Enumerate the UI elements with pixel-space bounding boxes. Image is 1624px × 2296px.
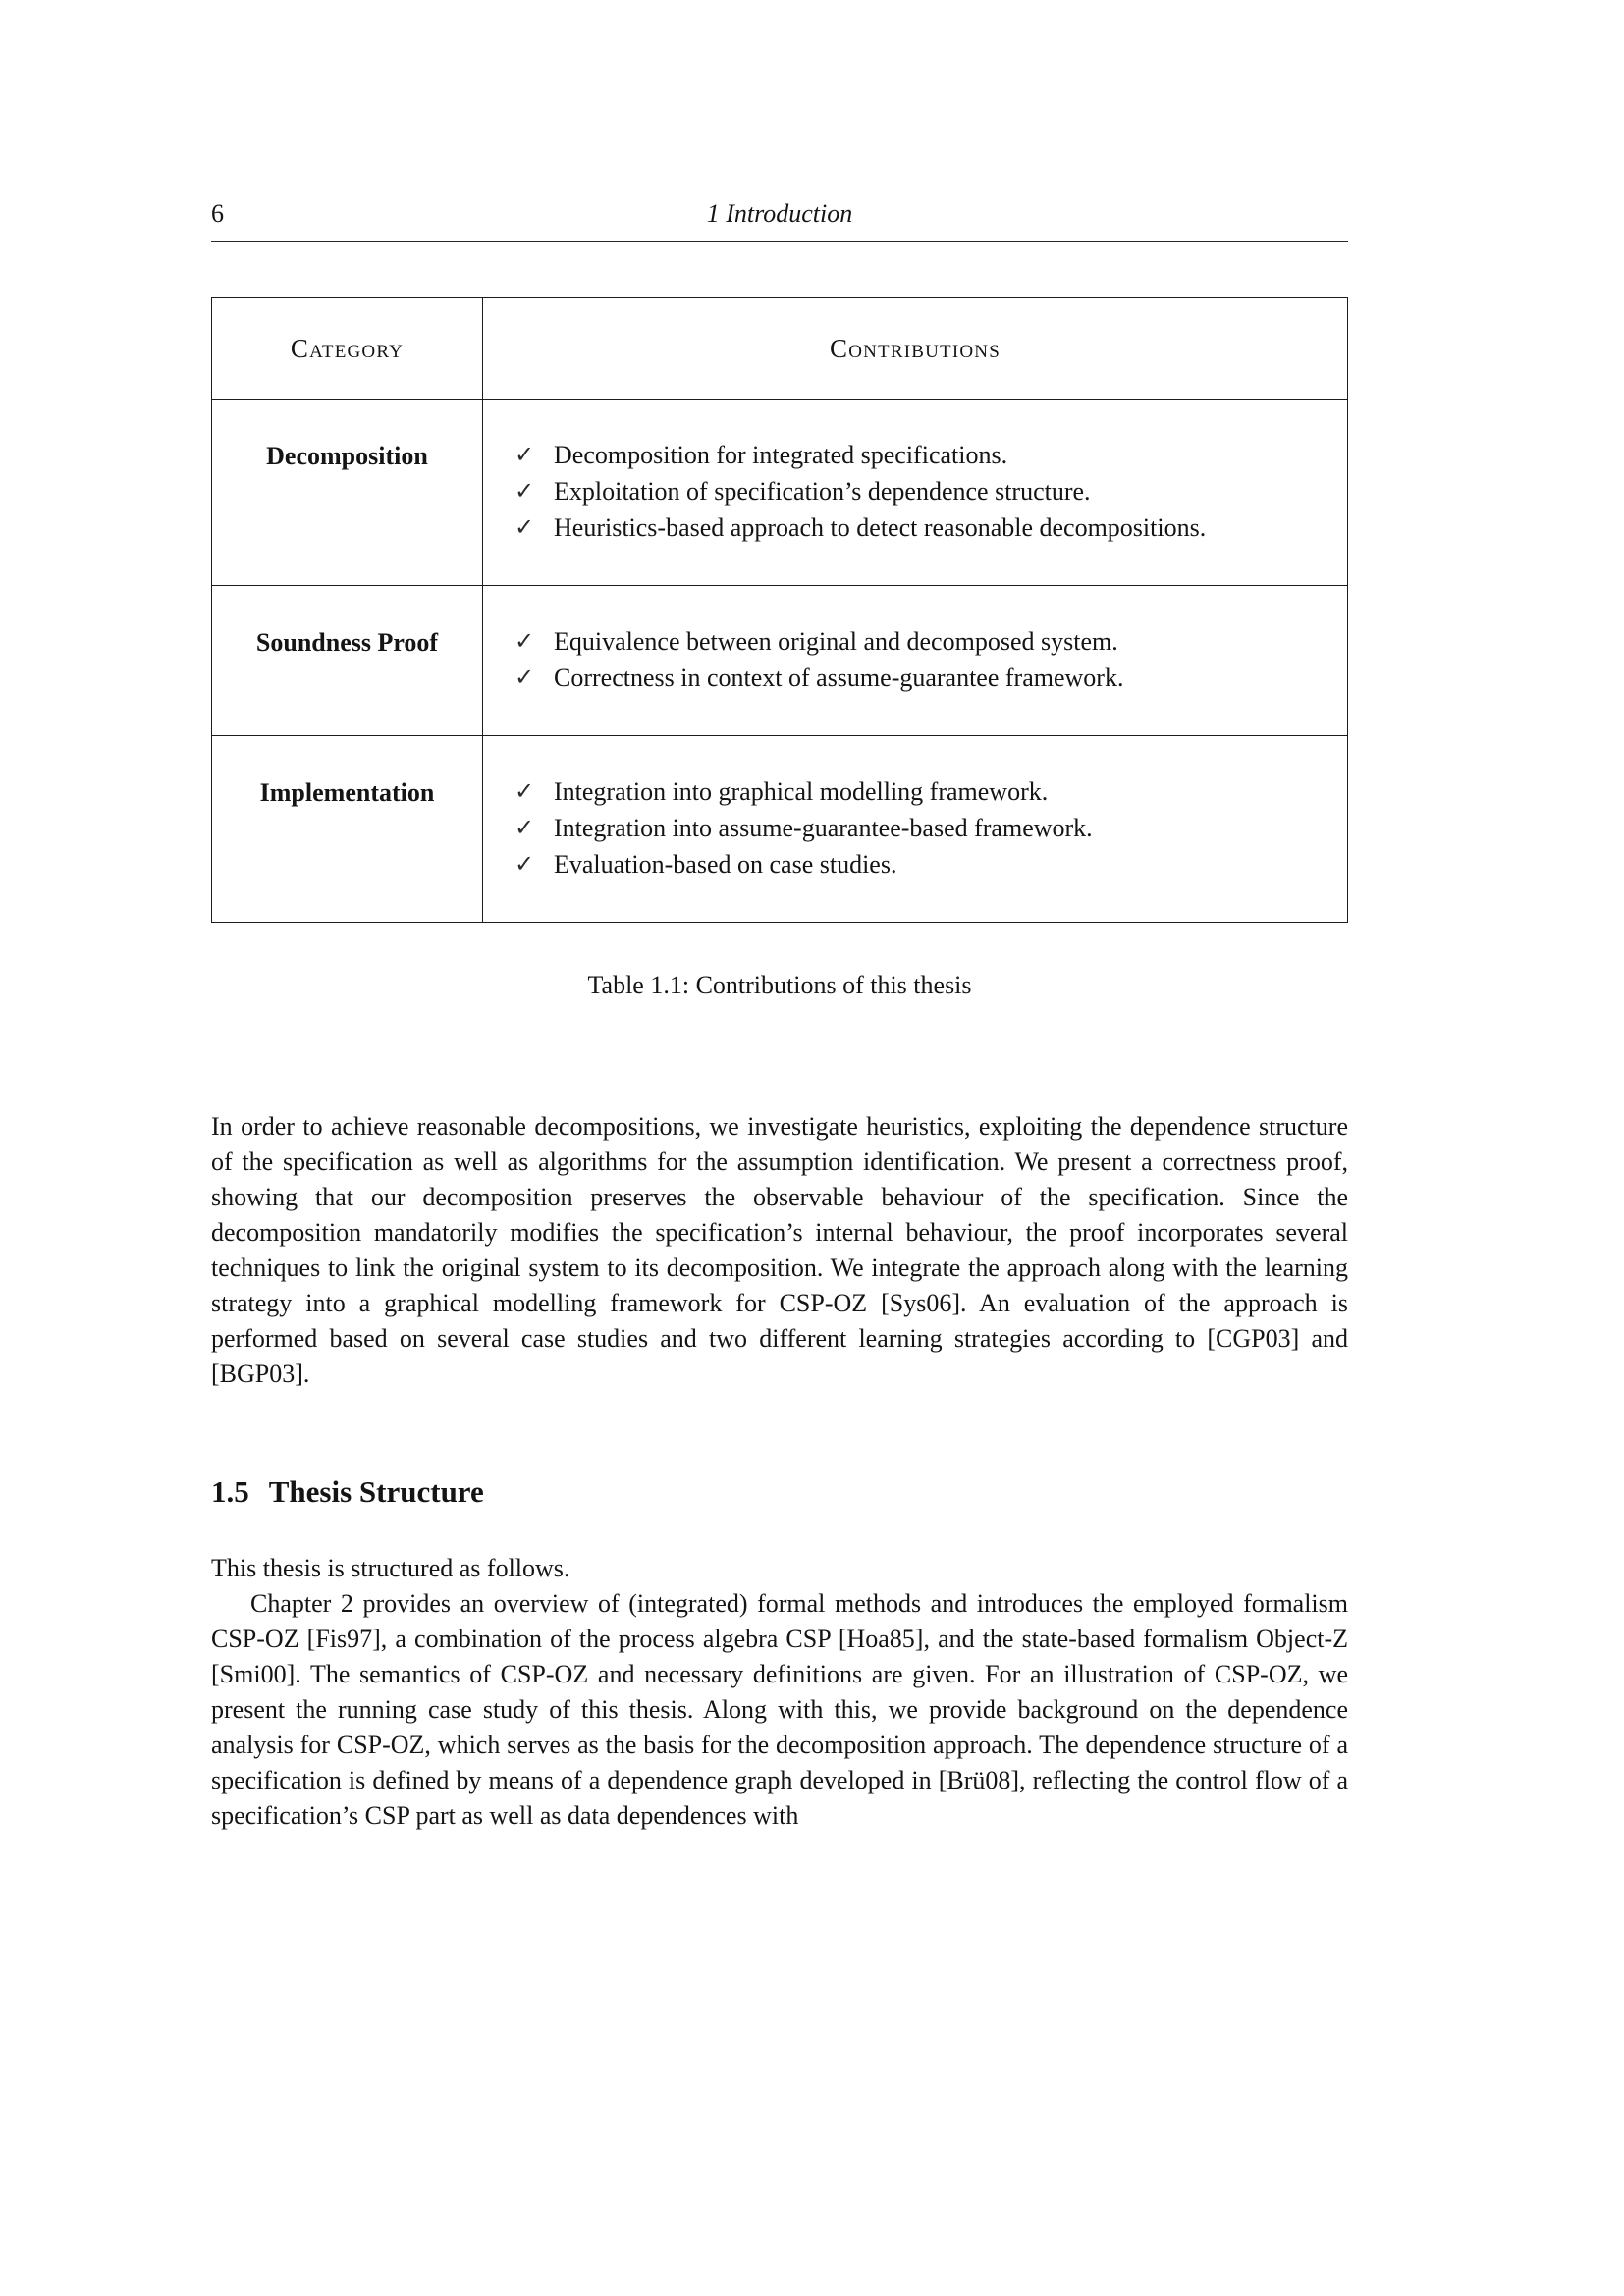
body-paragraph: Chapter 2 provides an overview of (integrated) formal methods and introduces the employed formalism CSP-OZ [Fis97], a combination of the process algebra CSP [Hoa85], and the state-based formalism Object-Z [Smi00]. The semantics of CSP-OZ and necessary definitions are given. For an illustration of CSP-OZ, we present the running case study of this thesis. Along with this, we provide background on the dependence analysis for CSP-OZ, which serves as the basis for the decomposition approach. The dependence structure of a specification is defined by means of a dependence graph developed in [Brü08], reflecting the control flow of a specification’s CSP part as well as data dependences with (211, 1589, 1348, 1830)
body-paragraph: In order to achieve reasonable decompositions, we investigate heuristics, exploiting the dependence structure of the specification as well as algorithms for the assumption identification. We present a correctness proof, showing that our decomposition preserves the observable behaviour of the specification. Since the decomposition mandatorily modifies the specification’s internal behaviour, the proof incorporates several techniques to link the original system to its decomposition. We integrate the approach along with the learning strategy into a graphical modelling framework for CSP-OZ [Sys06]. An evaluation of the approach is performed based on several case studies and two different learning strategies according to [CGP03] and [BGP03]. (211, 1112, 1348, 1388)
contribution-text: Heuristics-based approach to detect reasonable decompositions. (554, 513, 1207, 542)
contributions-cell (483, 736, 1348, 923)
category-label: Implementation (212, 736, 483, 923)
section-title: Thesis Structure (268, 1474, 484, 1509)
running-header (211, 196, 1348, 242)
section-heading (211, 1472, 1348, 1512)
contribution-text: Integration into graphical modelling framework. (554, 777, 1049, 806)
table-caption-text: Table 1.1: Contributions of this thesis (587, 971, 972, 999)
contribution-item (495, 623, 1322, 660)
check-icon: ✓ (514, 513, 535, 541)
category-label: Decomposition (212, 400, 483, 586)
category-label: Soundness Proof (212, 586, 483, 736)
contribution-item (495, 509, 1322, 546)
check-icon: ✓ (514, 814, 535, 841)
contribution-text: Integration into assume-guarantee-based framework. (554, 814, 1093, 842)
table-row-implementation (212, 736, 1348, 923)
check-icon: ✓ (514, 627, 535, 655)
contribution-item (495, 846, 1322, 882)
contribution-item (495, 473, 1322, 509)
contribution-item (495, 774, 1322, 810)
running-header-title: 1 Introduction (706, 199, 853, 228)
table-header-row (212, 298, 1348, 400)
contribution-item (495, 437, 1322, 473)
body-paragraph: This thesis is structured as follows. (211, 1554, 570, 1582)
contribution-text: Decomposition for integrated specifications. (554, 441, 1008, 469)
check-icon: ✓ (514, 850, 535, 878)
section-number: 1.5 (211, 1474, 249, 1509)
page-number: 6 (211, 199, 224, 228)
check-icon: ✓ (514, 777, 535, 805)
column-header-category: Category (212, 298, 483, 400)
contributions-cell (483, 400, 1348, 586)
table-caption (211, 968, 1348, 1003)
contribution-item (495, 810, 1322, 846)
page-content (211, 196, 1348, 1834)
check-icon: ✓ (514, 441, 535, 468)
contributions-cell (483, 586, 1348, 736)
check-icon: ✓ (514, 664, 535, 691)
contribution-text: Evaluation-based on case studies. (554, 850, 897, 879)
contributions-table (211, 297, 1348, 923)
contribution-item (495, 660, 1322, 696)
contribution-text: Exploitation of specification’s dependence structure. (554, 477, 1091, 506)
contribution-text: Correctness in context of assume-guarantee framework. (554, 664, 1124, 692)
column-header-contributions: Contributions (483, 298, 1348, 400)
contribution-text: Equivalence between original and decomposed system. (554, 627, 1118, 656)
check-icon: ✓ (514, 477, 535, 505)
table-row-decomposition (212, 400, 1348, 586)
table-row-soundness-proof (212, 586, 1348, 736)
